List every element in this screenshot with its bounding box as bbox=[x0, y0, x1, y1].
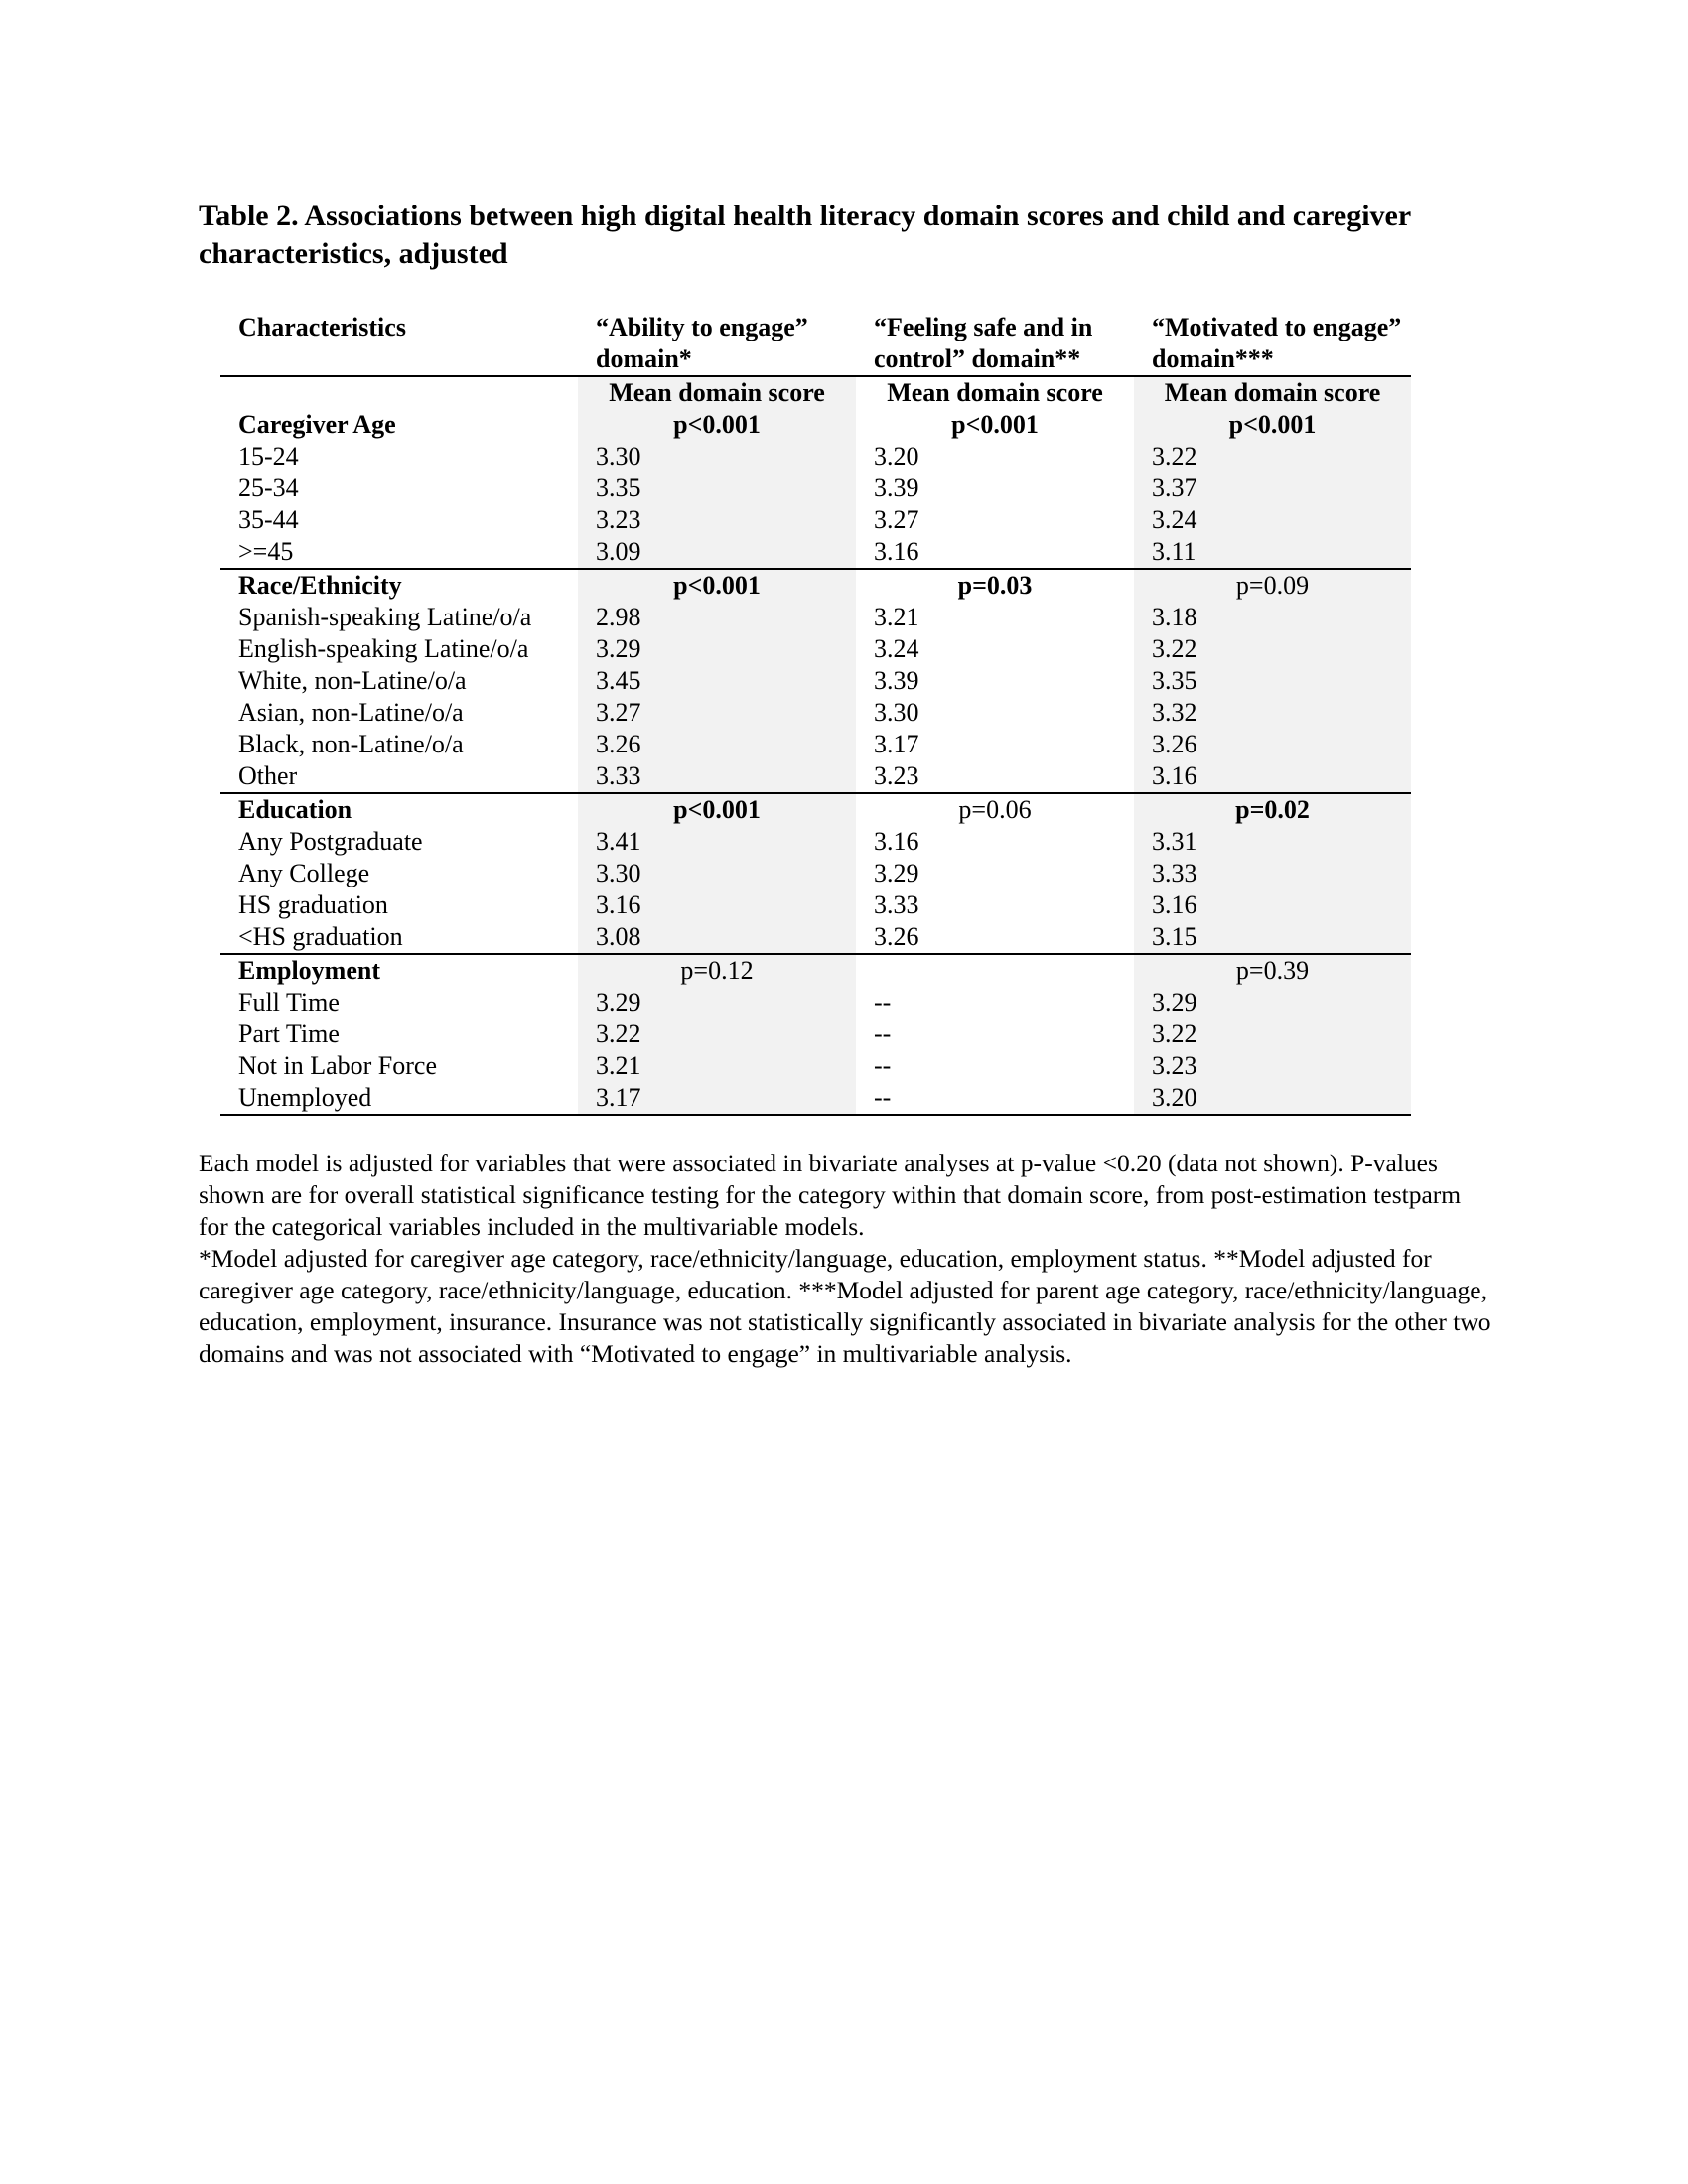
score-cell: -- bbox=[856, 1082, 1134, 1115]
p-value-cell: p<0.001 bbox=[1134, 409, 1411, 441]
score-cell: 3.35 bbox=[1134, 665, 1411, 697]
score-cell: 3.17 bbox=[874, 730, 919, 758]
score-cell: 3.26 bbox=[874, 922, 919, 951]
section-label: Employment bbox=[220, 954, 578, 987]
mean-score-label-3: Mean domain score bbox=[1134, 376, 1411, 409]
table-row bbox=[220, 858, 1411, 889]
score-cell: 3.08 bbox=[578, 921, 856, 954]
row-label: English-speaking Latine/o/a bbox=[238, 634, 529, 663]
mean-score-label-1: Mean domain score bbox=[578, 376, 856, 409]
row-label: >=45 bbox=[238, 537, 294, 566]
score-cell: 3.33 bbox=[1134, 858, 1411, 889]
row-label: 35-44 bbox=[238, 505, 299, 534]
score-cell: -- bbox=[874, 1020, 892, 1048]
score-cell: 3.30 bbox=[578, 858, 856, 889]
score-cell: 3.27 bbox=[578, 697, 856, 729]
p-value-cell: p=0.12 bbox=[578, 954, 856, 987]
row-label: Any College bbox=[238, 859, 370, 887]
table-row bbox=[220, 665, 1411, 697]
row-label: Other bbox=[238, 761, 298, 790]
score-cell: 3.30 bbox=[578, 441, 856, 473]
score-cell: 3.23 bbox=[1134, 1050, 1411, 1082]
score-cell: 3.24 bbox=[874, 634, 919, 663]
score-cell: -- bbox=[874, 1051, 892, 1080]
table-row bbox=[220, 1050, 1411, 1082]
table-row bbox=[220, 1082, 1411, 1115]
table-row bbox=[220, 889, 1411, 921]
row-label: <HS graduation bbox=[238, 922, 403, 951]
table-row bbox=[220, 697, 1411, 729]
score-cell: -- bbox=[874, 988, 892, 1017]
score-cell: 3.33 bbox=[578, 760, 856, 793]
score-cell: 3.22 bbox=[578, 1019, 856, 1050]
mean-score-label-2: Mean domain score bbox=[887, 378, 1103, 407]
notes-paragraph-1: Each model is adjusted for variables that were associated in bivariate analyses at p-value <0.20 (data not shown). P-values shown are for overall statistical significance testing for the category within that domain score, from post-estimation testparm for the categorical variables included in the multivariable models. bbox=[199, 1149, 1462, 1241]
header-row bbox=[220, 312, 1411, 376]
table-notes bbox=[199, 1148, 1494, 1370]
mean-score-header-row bbox=[220, 376, 1411, 409]
row-label: 15-24 bbox=[238, 442, 299, 471]
p-value-cell: p=0.06 bbox=[856, 793, 1134, 826]
score-cell: 3.24 bbox=[1134, 504, 1411, 536]
ability-to-engage-header: “Ability to engage” domain* bbox=[578, 312, 856, 376]
table-row bbox=[220, 987, 1411, 1019]
score-cell: 3.16 bbox=[874, 827, 919, 856]
score-cell: 3.11 bbox=[1134, 536, 1411, 569]
table-row bbox=[220, 473, 1411, 504]
table-row bbox=[220, 504, 1411, 536]
row-label: Any Postgraduate bbox=[238, 827, 423, 856]
row-label: White, non-Latine/o/a bbox=[238, 666, 467, 695]
table-row bbox=[220, 441, 1411, 473]
row-label: Spanish-speaking Latine/o/a bbox=[238, 603, 532, 631]
score-cell: 3.29 bbox=[1134, 987, 1411, 1019]
row-label: Unemployed bbox=[220, 1082, 578, 1115]
score-cell: 3.22 bbox=[1134, 633, 1411, 665]
table-title: Table 2. Associations between high digital health literacy domain scores and child and caregiver characteristics, adjusted bbox=[199, 200, 1411, 270]
score-cell: 3.26 bbox=[578, 729, 856, 760]
section-label: Race/Ethnicity bbox=[220, 569, 578, 602]
table-row bbox=[220, 760, 1411, 793]
p-value-cell: p<0.001 bbox=[578, 569, 856, 602]
score-cell: 3.16 bbox=[1134, 760, 1411, 793]
score-cell: 2.98 bbox=[578, 602, 856, 633]
score-cell: 3.15 bbox=[1134, 921, 1411, 954]
table-row bbox=[220, 536, 1411, 569]
score-cell: 3.23 bbox=[874, 761, 919, 790]
row-label: Not in Labor Force bbox=[238, 1051, 438, 1080]
score-cell: 3.35 bbox=[578, 473, 856, 504]
section-header-row bbox=[220, 793, 1411, 826]
score-cell: 3.16 bbox=[1134, 889, 1411, 921]
score-cell: 3.22 bbox=[1134, 441, 1411, 473]
motivated-to-engage-header: “Motivated to engage” domain*** bbox=[1134, 312, 1411, 376]
score-cell: 3.23 bbox=[578, 504, 856, 536]
row-label: Asian, non-Latine/o/a bbox=[238, 698, 464, 727]
row-label: Full Time bbox=[238, 988, 340, 1017]
score-cell: 3.17 bbox=[578, 1082, 856, 1115]
notes-paragraph-2: *Model adjusted for caregiver age category, race/ethnicity/language, education, employment status. **Model adjusted for caregiver age category, race/ethnicity/language, education. ***Model adjusted for parent age category, race/ethnicity/language, education, employment, insurance. Insurance was not statistically significantly associated in bivariate analysis for the other two domains and was not associated with “Motivated to engage” in multivariable analysis. bbox=[199, 1244, 1491, 1368]
table-row bbox=[220, 1019, 1411, 1050]
table-row bbox=[220, 826, 1411, 858]
p-value-cell: p<0.001 bbox=[578, 409, 856, 441]
score-cell: 3.29 bbox=[578, 987, 856, 1019]
score-cell: 3.39 bbox=[874, 666, 919, 695]
score-cell: 3.41 bbox=[578, 826, 856, 858]
table-row bbox=[220, 633, 1411, 665]
results-table bbox=[220, 312, 1411, 1116]
score-cell: 3.31 bbox=[1134, 826, 1411, 858]
score-cell: 3.09 bbox=[578, 536, 856, 569]
score-cell: 3.18 bbox=[1134, 602, 1411, 633]
row-label: 25-34 bbox=[238, 474, 299, 502]
p-value-cell: p=0.03 bbox=[856, 569, 1134, 602]
score-cell: 3.20 bbox=[1134, 1082, 1411, 1115]
row-label: HS graduation bbox=[238, 890, 388, 919]
p-value-cell: p=0.09 bbox=[1134, 569, 1411, 602]
section-label: Caregiver Age bbox=[238, 410, 396, 439]
p-value-cell bbox=[856, 954, 1134, 987]
table-row bbox=[220, 729, 1411, 760]
section-header-row bbox=[220, 409, 1411, 441]
p-value-cell: p<0.001 bbox=[578, 793, 856, 826]
table-body bbox=[220, 409, 1411, 1115]
table-row bbox=[220, 921, 1411, 954]
characteristics-header: Characteristics bbox=[220, 312, 578, 376]
section-header-row bbox=[220, 954, 1411, 987]
score-cell: 3.37 bbox=[1134, 473, 1411, 504]
score-cell: 3.29 bbox=[578, 633, 856, 665]
score-cell: 3.30 bbox=[874, 698, 919, 727]
score-cell: 3.16 bbox=[874, 537, 919, 566]
score-cell: 3.29 bbox=[874, 859, 919, 887]
score-cell: 3.21 bbox=[578, 1050, 856, 1082]
score-cell: 3.26 bbox=[1134, 729, 1411, 760]
score-cell: 3.39 bbox=[874, 474, 919, 502]
score-cell: 3.33 bbox=[874, 890, 919, 919]
score-cell: 3.27 bbox=[874, 505, 919, 534]
score-cell: 3.16 bbox=[578, 889, 856, 921]
p-value-cell: p<0.001 bbox=[951, 410, 1039, 439]
score-cell: 3.21 bbox=[874, 603, 919, 631]
section-label: Education bbox=[220, 793, 578, 826]
p-value-cell: p=0.39 bbox=[1134, 954, 1411, 987]
row-label: Part Time bbox=[238, 1020, 340, 1048]
section-header-row bbox=[220, 569, 1411, 602]
row-label: Black, non-Latine/o/a bbox=[238, 730, 464, 758]
score-cell: 3.20 bbox=[874, 442, 919, 471]
score-cell: 3.45 bbox=[578, 665, 856, 697]
score-cell: 3.22 bbox=[1134, 1019, 1411, 1050]
table-row bbox=[220, 602, 1411, 633]
p-value-cell: p=0.02 bbox=[1134, 793, 1411, 826]
score-cell: 3.32 bbox=[1134, 697, 1411, 729]
feeling-safe-header: “Feeling safe and in control” domain** bbox=[856, 312, 1134, 376]
